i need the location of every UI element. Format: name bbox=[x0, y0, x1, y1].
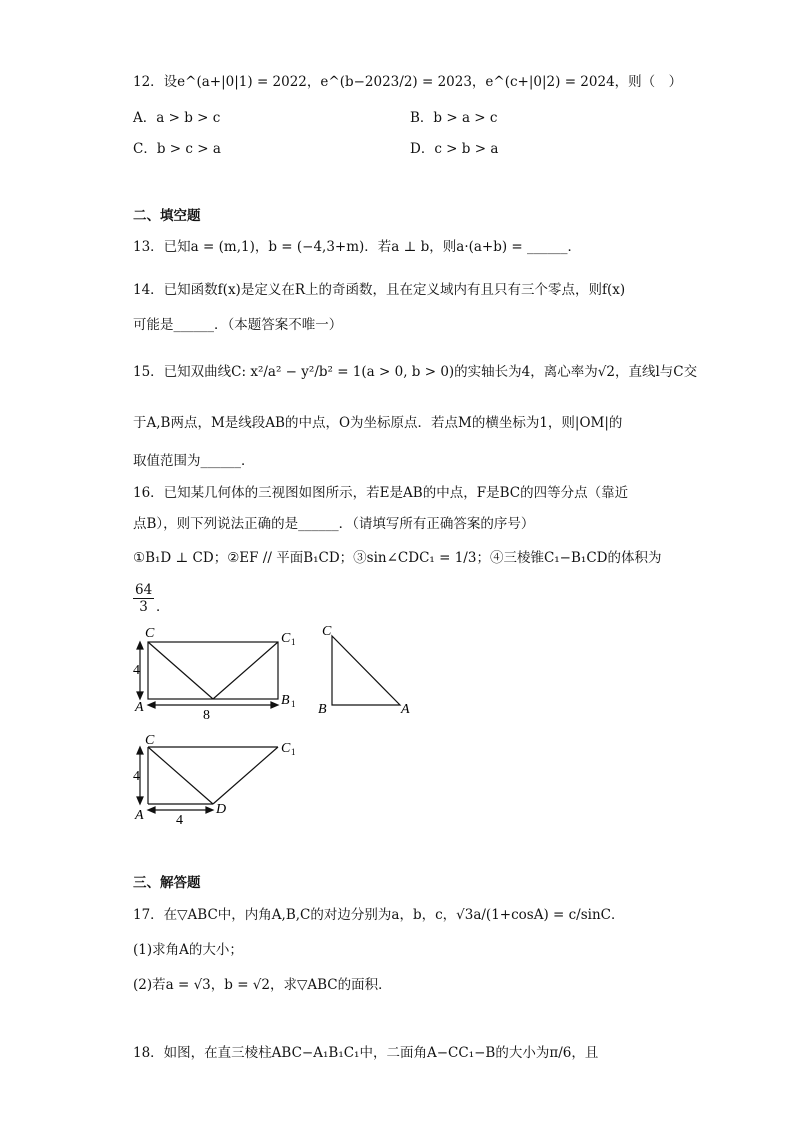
side-label-a: A bbox=[401, 702, 410, 717]
three-view-figure bbox=[130, 622, 430, 827]
front-label-b1: B bbox=[281, 693, 290, 708]
top-label-d: D bbox=[216, 802, 227, 817]
front-label-c1: C bbox=[281, 631, 291, 646]
front-label-b1-sub: 1 bbox=[291, 699, 296, 709]
front-view-diag-left bbox=[148, 642, 213, 699]
top-height-label: 4 bbox=[133, 769, 140, 784]
q15-line3: 取值范围为______． bbox=[133, 453, 255, 469]
top-dim-arrow-up bbox=[137, 747, 143, 754]
q15-line1: 15．已知双曲线C: x²/a² − y²/b² = 1(a > 0, b > 0)的实轴长为4，离心率为√2，直线l与C交 bbox=[133, 364, 698, 380]
top-dim-arrow-left bbox=[148, 807, 155, 813]
q12-option-c: C．b > c > a bbox=[133, 141, 221, 157]
top-dim-arrow-right bbox=[206, 807, 213, 813]
top-width-label: 4 bbox=[176, 813, 183, 827]
front-label-c1-sub: 1 bbox=[291, 637, 296, 647]
top-label-a: A bbox=[135, 808, 144, 823]
front-dim-arrow-down bbox=[137, 692, 143, 699]
q16-fraction-denominator: 3 bbox=[139, 599, 148, 615]
q17-line1: 17．在▽ABC中，内角A,B,C的对边分别为a，b，c，√3a/(1+cosA) = c/sinC． bbox=[133, 907, 625, 923]
q16-fraction bbox=[133, 582, 154, 615]
q16-fraction-tail: ． bbox=[156, 599, 170, 615]
q14-line1: 14．已知函数f(x)是定义在R上的奇函数，且在定义域内有且只有三个零点，则f(x) bbox=[133, 282, 626, 298]
q16-line1: 16．已知某几何体的三视图如图所示，若E是AB的中点，F是BC的四等分点（靠近 bbox=[133, 485, 629, 501]
q15-line2: 于A,B两点，M是线段AB的中点，O为坐标原点．若点M的横坐标为1，则|OM|的 bbox=[133, 415, 623, 431]
q16-fraction-numerator: 64 bbox=[135, 582, 153, 598]
q14-line2: 可能是______．（本题答案不唯一） bbox=[133, 317, 343, 333]
front-view-diag-right bbox=[213, 642, 278, 699]
front-dim-arrow-up bbox=[137, 642, 143, 649]
q16-line3: ①B₁D ⊥ CD；②EF // 平面B₁CD；③sin∠CDC₁ = 1/3；④三棱锥C₁−B₁CD的体积为 bbox=[133, 550, 662, 566]
front-view-rect bbox=[148, 642, 278, 699]
q18-line1: 18．如图，在直三棱柱ABC−A₁B₁C₁中，二面角A−CC₁−B的大小为π/6，且 bbox=[133, 1045, 599, 1061]
q17-line2: (1)求角A的大小； bbox=[133, 942, 243, 958]
side-label-c: C bbox=[322, 624, 332, 639]
q12-option-a: A．a > b > c bbox=[133, 110, 221, 126]
front-view bbox=[137, 642, 278, 708]
top-dim-arrow-down bbox=[137, 797, 143, 804]
q12-option-d: D．c > b > a bbox=[410, 141, 499, 157]
section-fill-in-title: 二、填空题 bbox=[133, 208, 201, 224]
q12-stem: 12．设e^(a+|0|1) = 2022，e^(b−2023/2) = 2023，e^(c+|0|2) = 2024，则（ ） bbox=[133, 74, 683, 90]
side-view bbox=[332, 636, 400, 705]
top-label-c1: C bbox=[281, 741, 291, 756]
side-view-triangle bbox=[332, 636, 400, 705]
q12-option-b: B．b > a > c bbox=[410, 110, 498, 126]
front-height-label: 4 bbox=[133, 663, 140, 678]
top-view-right-edge bbox=[213, 747, 278, 804]
q16-line2: 点B），则下列说法正确的是______．（请填写所有正确答案的序号） bbox=[133, 516, 535, 532]
side-label-b: B bbox=[318, 702, 327, 717]
q17-line3: (2)若a = √3，b = √2，求▽ABC的面积． bbox=[133, 977, 392, 993]
front-width-label: 8 bbox=[203, 708, 210, 723]
top-label-c: C bbox=[145, 733, 155, 748]
front-dim-arrow-left bbox=[148, 702, 155, 708]
top-view-diag bbox=[148, 747, 213, 804]
q13-text: 13．已知a = (m,1)，b = (−4,3+m)．若a ⊥ b，则a·(a+b) = ______． bbox=[133, 239, 582, 255]
top-view bbox=[137, 747, 278, 813]
front-label-a: A bbox=[135, 700, 144, 715]
front-dim-arrow-right bbox=[271, 702, 278, 708]
top-label-c1-sub: 1 bbox=[291, 747, 296, 757]
front-label-c: C bbox=[145, 626, 155, 641]
section-solution-title: 三、解答题 bbox=[133, 875, 201, 891]
